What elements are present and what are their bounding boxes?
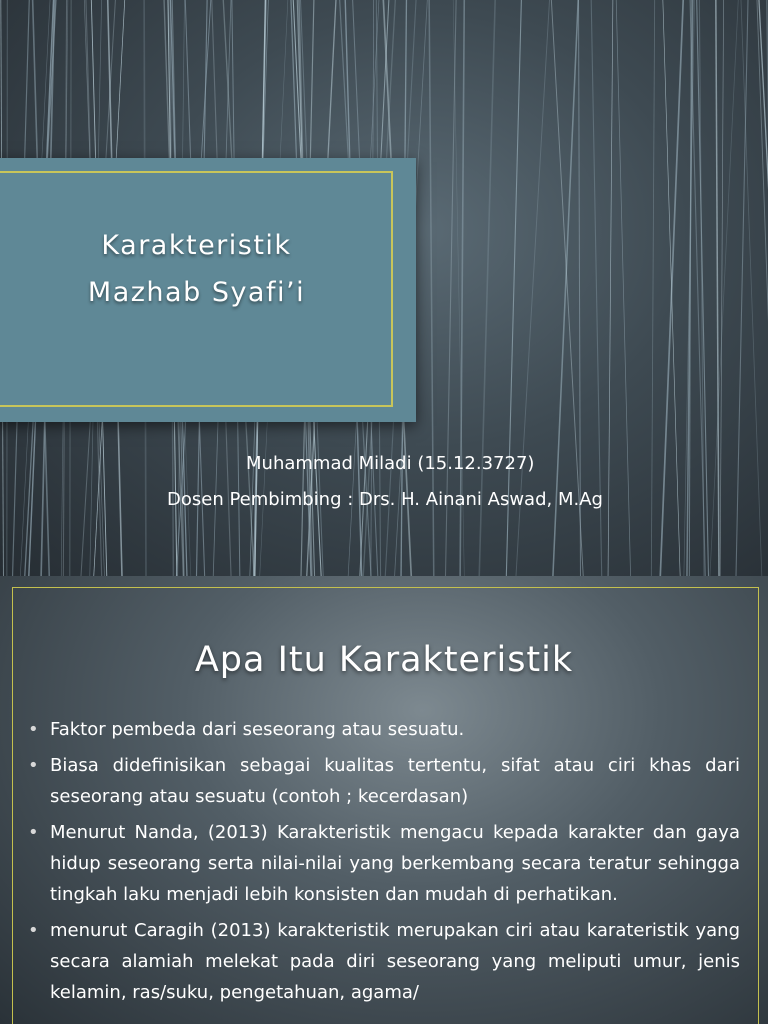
background-line — [720, 0, 724, 576]
background-line — [616, 0, 631, 576]
bullet-text: Menurut Nanda, (2013) Karakteristik mengacu kepada karakter dan gaya hidup seseorang serta nilai-nilai yang berkembang secara teratur sehingga tingkah laku menjadi lebih konsisten dan mudah di perhatikan. — [50, 822, 740, 905]
bullet-icon: • — [28, 822, 39, 843]
background-line — [663, 0, 681, 576]
bullet-list — [28, 714, 740, 1013]
bullet-icon: • — [28, 755, 39, 776]
bullet-item — [28, 817, 740, 910]
advisor-name: Dosen Pembimbing : Drs. H. Ainani Aswad, M.Ag — [167, 489, 603, 510]
slide-title-line2: Mazhab Syafi’i — [87, 277, 306, 308]
bullet-text: Biasa didefinisikan sebagai kualitas tertentu, sifat atau ciri khas dari seseorang atau sesuatu (contoh ; kecerdasan) — [50, 755, 740, 807]
author-name: Muhammad Miladi (15.12.3727) — [246, 453, 535, 474]
bullet-item — [28, 750, 740, 812]
bullet-icon: • — [28, 920, 39, 941]
background-line — [710, 0, 739, 576]
background-line — [608, 0, 613, 576]
background-line — [736, 0, 748, 576]
content-slide — [0, 576, 768, 1024]
bullet-text: Faktor pembeda dari seseorang atau sesuatu. — [50, 719, 465, 740]
bullet-item — [28, 714, 740, 745]
background-line — [651, 0, 654, 576]
background-line — [699, 0, 704, 576]
title-box — [0, 158, 416, 422]
slide-title-line1: Karakteristik — [101, 230, 292, 261]
bullet-icon: • — [28, 719, 39, 740]
background-line — [741, 0, 762, 576]
content-slide-title: Apa Itu Karakteristik — [194, 640, 574, 680]
background-line — [716, 0, 719, 576]
bullet-text: menurut Caragih (2013) karakteristik merupakan ciri atau karateristik yang secara alamiah melekat pada diri seseorang yang meliputi umur, jenis kelamin, ras/suku, pengetahuan, agama/ — [50, 920, 740, 1003]
bullet-item — [28, 915, 740, 1008]
slide-title — [0, 222, 393, 316]
